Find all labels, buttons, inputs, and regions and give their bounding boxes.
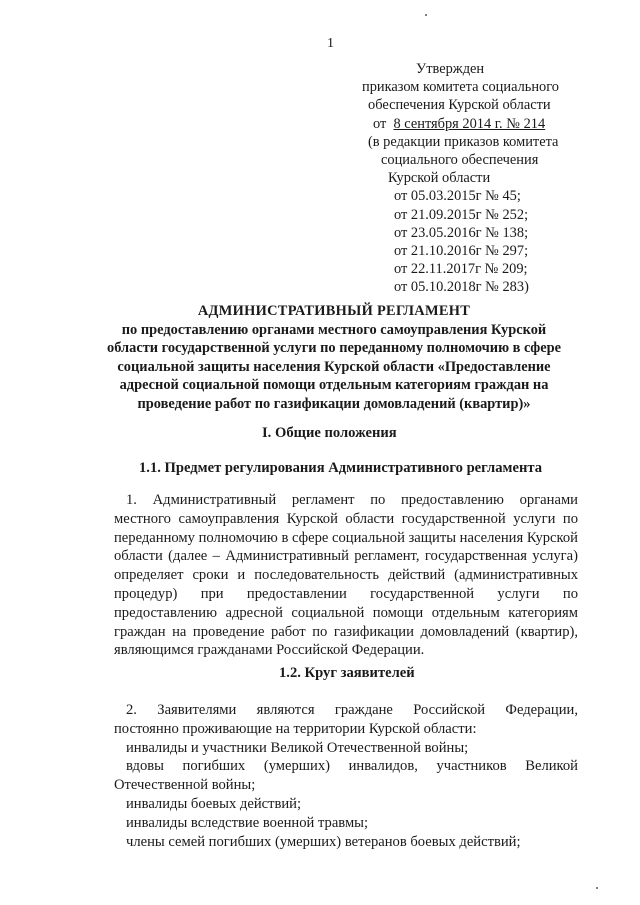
amendment-line: от 05.10.2018г № 283) <box>394 279 529 296</box>
list-line: постоянно проживающие на территории Курской области: <box>114 720 477 737</box>
page-number: 1 <box>327 36 334 51</box>
list-line: 2. Заявителями являются граждане Российской Федерации, <box>126 702 578 718</box>
paragraph-line: предоставлению адресной социальной помощи отдельным категориям <box>114 604 578 621</box>
approval-date-prefix: от <box>373 115 387 132</box>
title-line: проведение работ по газификации домовладений (квартир)» <box>137 395 531 412</box>
scan-speck <box>596 887 598 889</box>
subsection-heading: 1.1. Предмет регулирования Административного регламента <box>139 460 543 476</box>
list-item: инвалиды вследствие военной травмы; <box>126 814 369 831</box>
approval-date: 8 сентября 2014 г. № 214 <box>393 115 546 132</box>
amendment-line: от 21.10.2016г № 297; <box>394 243 529 260</box>
list-item: вдовы погибших (умерших) инвалидов, участников Великой <box>126 758 578 775</box>
paragraph-line: местного самоуправления Курской области государственной услуги по <box>114 510 578 527</box>
paragraph-line: являющимся гражданами Российской Федерации. <box>114 642 425 659</box>
paragraph-line: определяет сроки и последовательность действий (административных <box>114 567 578 584</box>
paragraph-line: процедур) при предоставлении государственной услуги по <box>114 585 578 602</box>
approval-line: (в редакции приказов комитета <box>368 133 559 150</box>
paragraph-line: 1. Административный регламент по предоставлению органами <box>126 492 578 508</box>
list-item: инвалиды боевых действий; <box>126 795 302 812</box>
approval-line: обеспечения Курской области <box>368 97 551 114</box>
amendment-line: от 21.09.2015г № 252; <box>394 206 529 223</box>
paragraph-1 <box>114 491 578 660</box>
amendment-line: от 23.05.2016г № 138; <box>394 224 529 241</box>
title-line: области государственной услуги по переданному полномочию в сфере <box>107 340 561 356</box>
scan-speck <box>425 14 427 16</box>
subsection-heading: 1.2. Круг заявителей <box>279 665 415 681</box>
title-line: адресной социальной помощи отдельным категориям граждан на <box>119 377 549 393</box>
title-line: социальной защиты населения Курской области «Предоставление <box>117 358 551 375</box>
approval-block <box>350 60 600 297</box>
approval-line <box>350 115 600 133</box>
paragraph-line: области (далее – Административный регламент, государственная услуга) <box>114 548 578 565</box>
applicants-list <box>114 701 578 851</box>
list-item: члены семей погибших (умерших) ветеранов боевых действий; <box>126 833 521 850</box>
paragraph-line: граждан на проведение работ по газификации домовладений (квартир), <box>114 623 578 640</box>
approval-line: социального обеспечения <box>381 152 539 169</box>
approval-line: Курской области <box>388 170 491 187</box>
section-heading: I. Общие положения <box>262 425 397 441</box>
amendment-line: от 05.03.2015г № 45; <box>394 188 521 205</box>
paragraph-line: переданному полномочию в сфере социальной защиты населения Курской <box>114 529 578 546</box>
amendment-line: от 22.11.2017г № 209; <box>394 261 528 278</box>
title-main: АДМИНИСТРАТИВНЫЙ РЕГЛАМЕНТ <box>197 303 471 319</box>
document-title <box>86 302 582 413</box>
approval-line: приказом комитета социального <box>362 79 559 96</box>
approval-line: Утвержден <box>416 61 485 77</box>
list-line: Отечественной войны; <box>114 777 256 794</box>
title-line: по предоставлению органами местного самоуправления Курской <box>121 321 547 338</box>
list-item: инвалиды и участники Великой Отечественной войны; <box>126 739 469 756</box>
